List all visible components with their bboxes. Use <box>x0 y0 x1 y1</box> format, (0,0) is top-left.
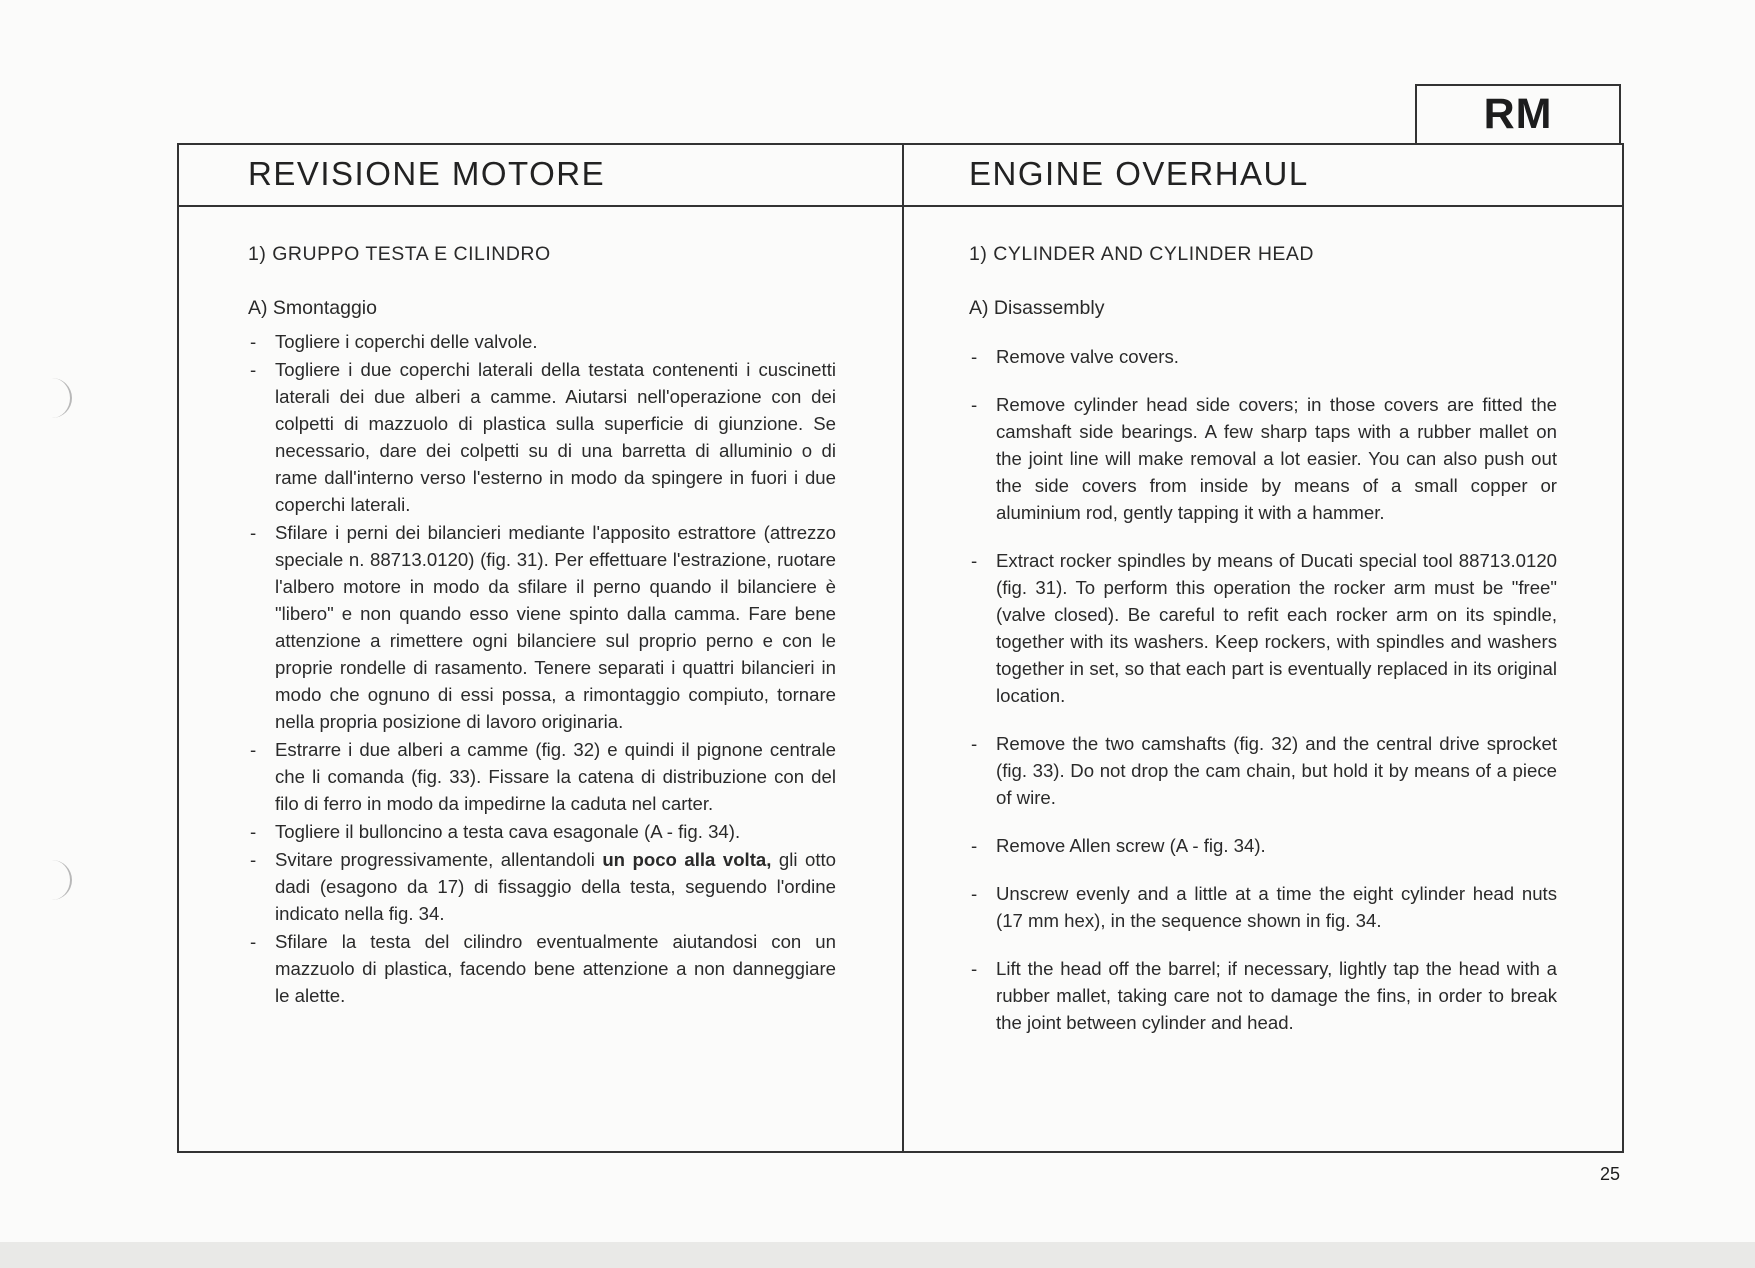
sub-heading: A) Disassembly <box>969 297 1105 319</box>
list-item <box>248 846 836 927</box>
binder-hole <box>42 860 72 900</box>
section-heading: 1) CYLINDER AND CYLINDER HEAD <box>969 243 1314 265</box>
list-item: - Estrarre i due alberi a camme (fig. 32) e quindi il pignone centrale che li comanda (fig. 33). Fissare la catena di distribuzione con del filo di ferro in modo da impedirne la caduta nel carter. <box>248 736 836 817</box>
step-list <box>969 343 1557 1036</box>
binder-hole <box>42 378 72 418</box>
list-item: - Remove valve covers. <box>969 343 1557 370</box>
text-run: gli otto dadi (esagono da 17) di fissaggio della testa, seguendo l'ordine indicato nella fig. 34. <box>275 849 836 924</box>
header-rule <box>179 205 1622 207</box>
list-item: - Remove Allen screw (A - fig. 34). <box>969 832 1557 859</box>
list-item: - Togliere i coperchi delle valvole. <box>248 328 836 355</box>
title-english: ENGINE OVERHAUL <box>969 155 1309 192</box>
section-heading: 1) GRUPPO TESTA E CILINDRO <box>248 243 551 265</box>
list-item: - Sfilare la testa del cilindro eventualmente aiutandosi con un mazzuolo di plastica, facendo bene attenzione a non danneggiare le alette. <box>248 928 836 1009</box>
column-divider <box>902 145 904 1151</box>
list-item: - Togliere i due coperchi laterali della testata contenenti i cuscinetti laterali dei due alberi a camme. Aiutarsi nell'operazione con dei colpetti di mazzuolo di plastica sulla superficie di giunzione. Se necessario, dare dei colpetti su di una barretta di alluminio o di rame dall'interno verso l'esterno in modo da spingere in fuori i due coperchi laterali. <box>248 356 836 518</box>
page-number: 25 <box>1600 1164 1621 1184</box>
page-edge <box>0 1242 1755 1268</box>
column-italian <box>248 241 836 1010</box>
section-tab: RM <box>1415 84 1621 143</box>
list-item: - Remove the two camshafts (fig. 32) and the central drive sprocket (fig. 33). Do not drop the cam chain, but hold it by means of a piece of wire. <box>969 730 1557 811</box>
list-item: - Remove cylinder head side covers; in those covers are fitted the camshaft side bearings. A few sharp taps with a rubber mallet on the joint line will make removal a lot easier. You can also push out the side covers from inside by means of a small copper or aluminium rod, gently tapping it with a hammer. <box>969 391 1557 526</box>
title-italian: REVISIONE MOTORE <box>248 155 606 192</box>
list-item: - Extract rocker spindles by means of Ducati special tool 88713.0120 (fig. 31). To perform this operation the rocker arm must be "free" (valve closed). Be careful to refit each rocker arm on its spindle, together with its washers. Keep rockers, with spindles and washers together in set, so that each part is eventually replaced in its original location. <box>969 547 1557 709</box>
list-item: - Lift the head off the barrel; if necessary, lightly tap the head with a rubber mallet, taking care not to damage the fins, in order to break the joint between cylinder and head. <box>969 955 1557 1036</box>
column-english <box>969 241 1557 1057</box>
list-item: - Togliere il bulloncino a testa cava esagonale (A - fig. 34). <box>248 818 836 845</box>
sub-heading: A) Smontaggio <box>248 297 377 319</box>
text-run: Svitare progressivamente, allentandoli <box>275 849 603 870</box>
list-item: - Unscrew evenly and a little at a time the eight cylinder head nuts (17 mm hex), in the sequence shown in fig. 34. <box>969 880 1557 934</box>
list-item: - Sfilare i perni dei bilancieri mediante l'apposito estrattore (attrezzo speciale n. 88713.0120) (fig. 31). Per effettuare l'estrazione, ruotare l'albero motore in modo da sfilare il perno quando il bilanciere è "libero" e non quando esso viene spinto dalla camma. Fare bene attenzione a rimettere ogni bilanciere sul proprio perno e con le proprie rondelle di rasamento. Tenere separati i quattri bilancieri in modo che ognuno di essi possa, a rimontaggio compiuto, tornare nella propria posizione di lavoro originaria. <box>248 519 836 735</box>
step-list <box>248 328 836 1009</box>
content-frame <box>177 143 1624 1153</box>
bold-text: un poco alla volta, <box>602 849 772 870</box>
